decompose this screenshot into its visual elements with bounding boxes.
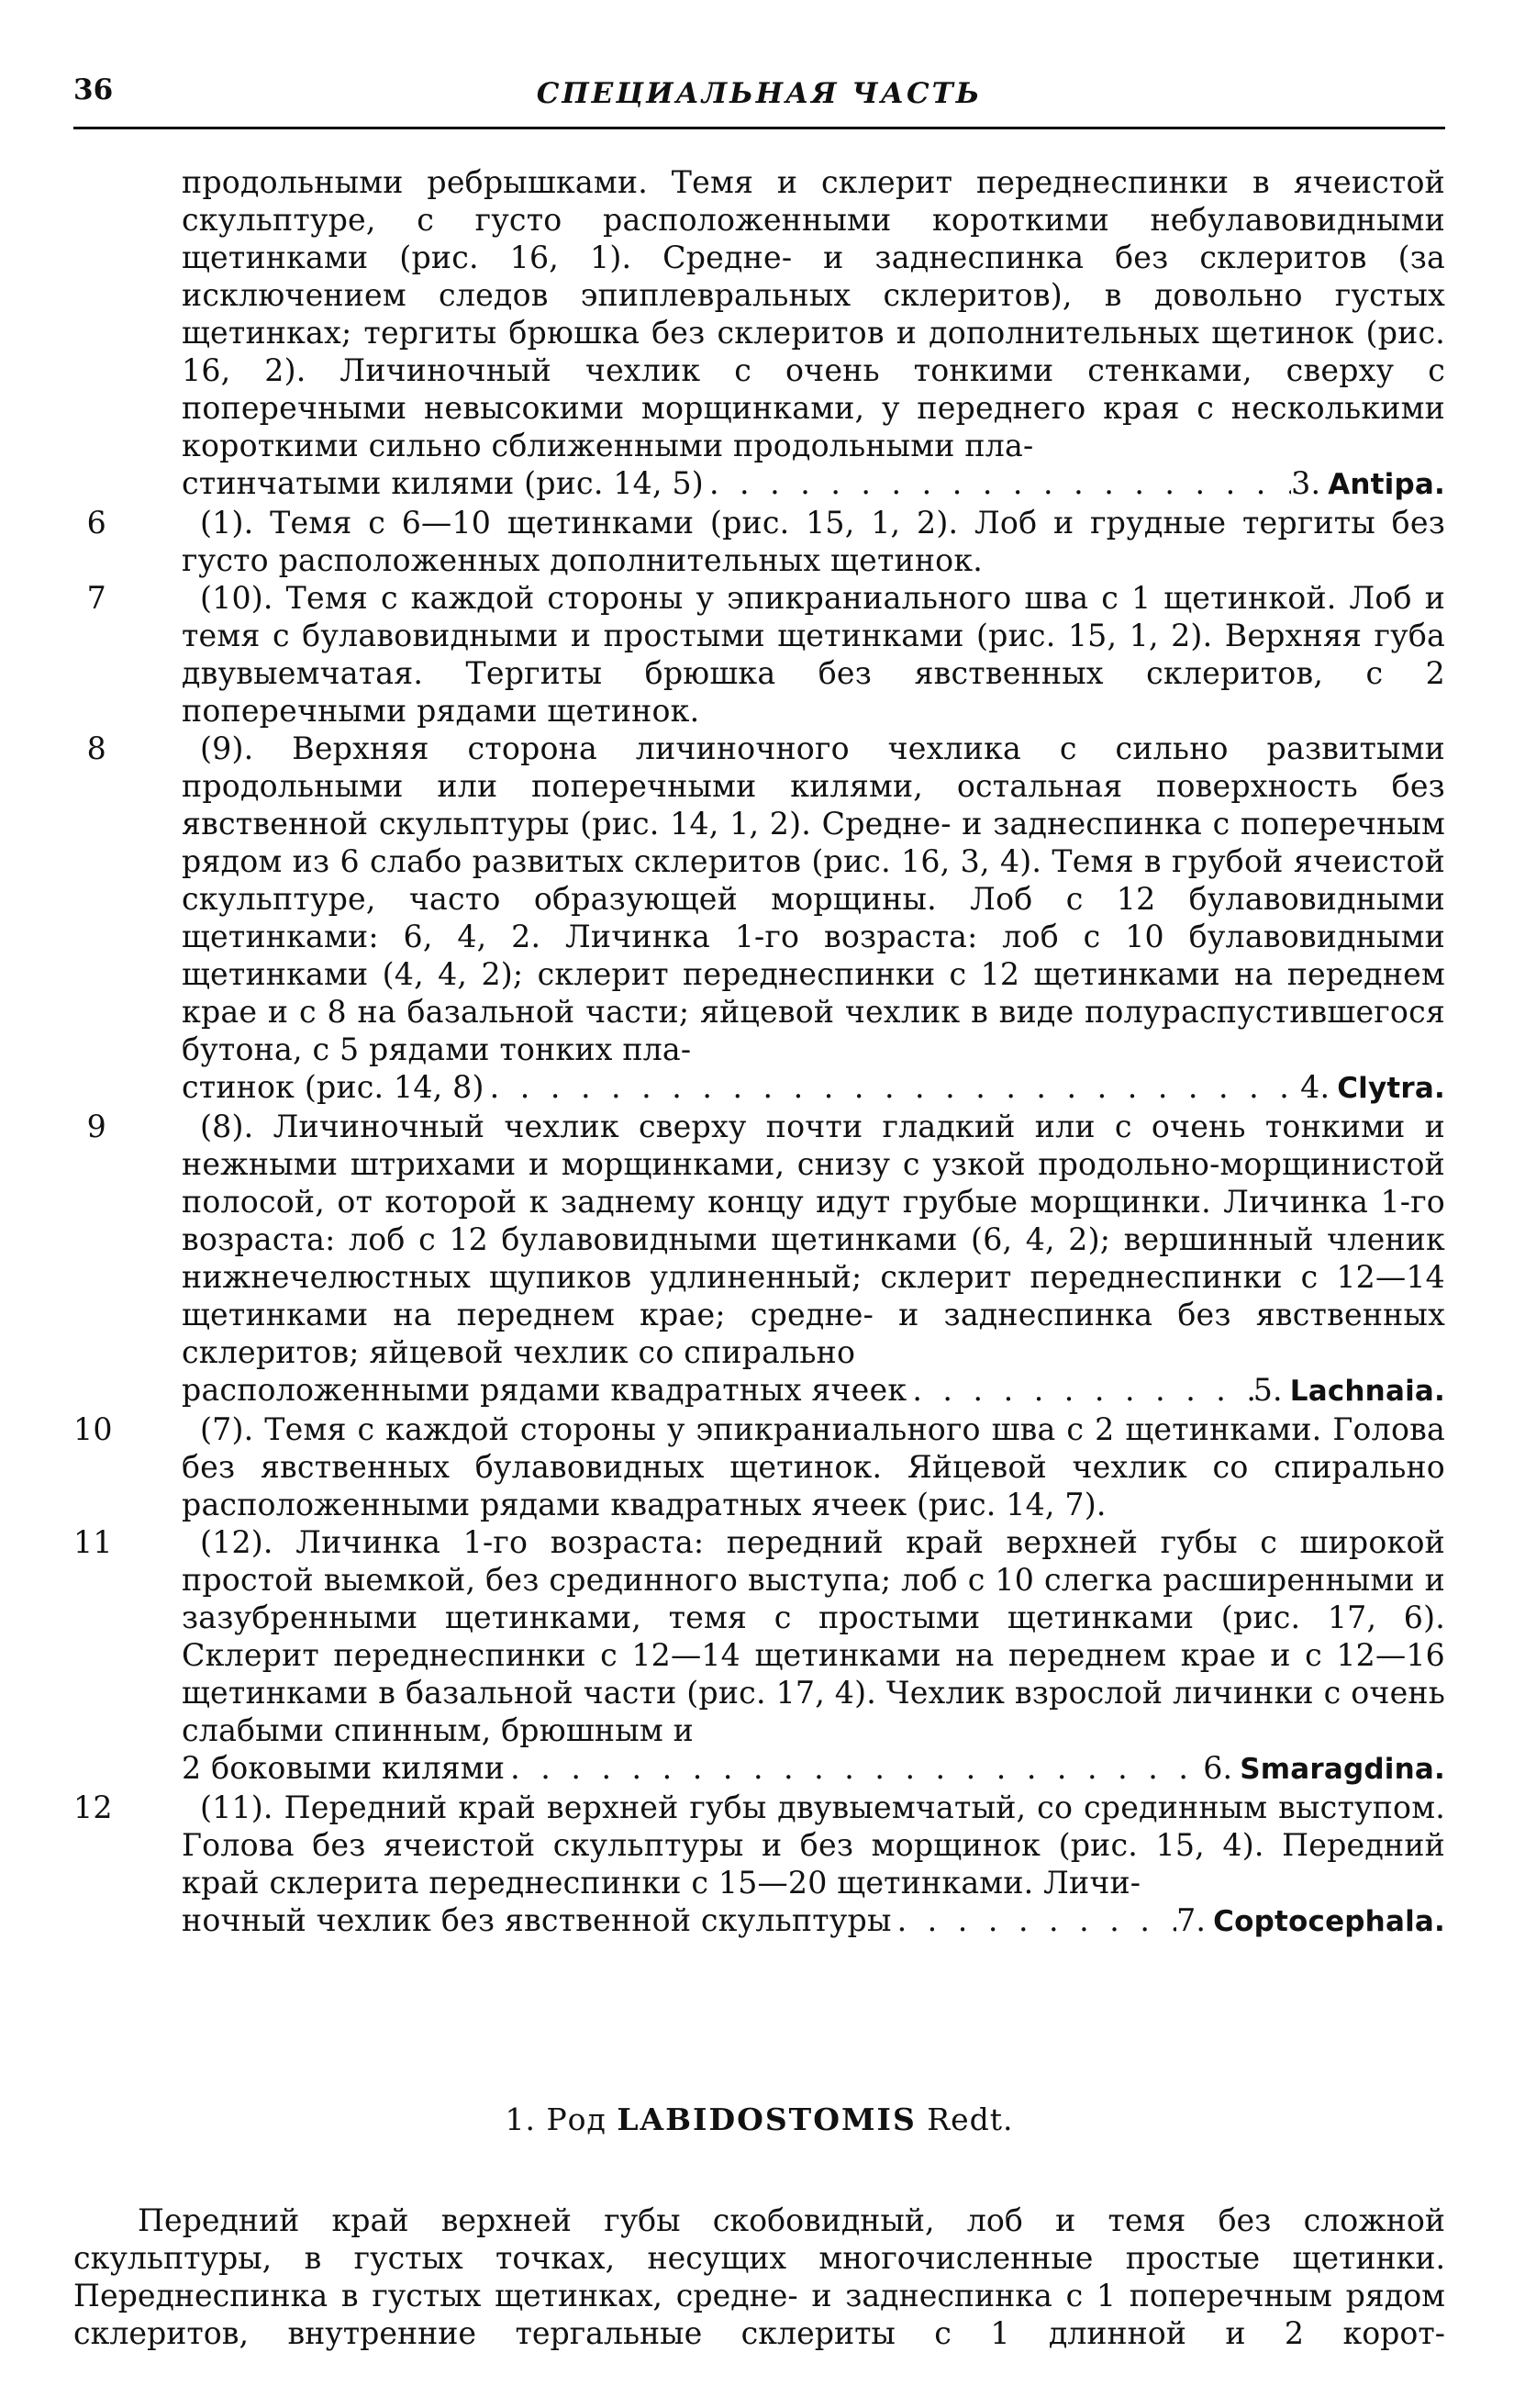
genus-name: Antipa. [1328,468,1445,501]
entry-result-line [182,1901,1445,1941]
entry-last-line: ночный чехлик без явственной скульптуры [182,1902,892,1938]
entry-result-line [182,1749,1445,1789]
entry-text: Личиночный чехлик сверху почти гладкий или с очень тонкими и нежными штрихами и морщинками, снизу с узкой продольно-морщинистой полосой, от которой к заднему концу идут грубые морщинки. Личинка 1-го возраста: лоб с 12 булавовидными щетинками (6, 4, 2); вершинный членик нижнечелюстных щупиков удлиненный; склерит переднеспинки с 12—14 щетинками на переднем крае; средне- и заднеспинка без явственных склеритов; яйцевой чехлик со спирально [182,1109,1445,1370]
dot-leader [892,1901,1177,1939]
entry-number: 7 [86,580,106,616]
page-number: 36 [73,73,114,106]
entry-text: Передний край верхней губы двувыемчатый, со срединным выступом. Голова без ячеистой скульптуры и без морщинок (рис. 15, 4). Передний край склерита переднеспинки с 15—20 щетинками. Личи- [182,1789,1446,1901]
genus-name: Clytra. [1337,1072,1445,1105]
entry-reference: (11). [200,1789,273,1825]
entry-number: 12 [73,1789,113,1825]
section-genus: LABIDOSTOMIS [617,2101,917,2137]
genus-number: 3. [1291,465,1321,501]
dot-leader [704,464,1291,502]
entry-reference: (8). [200,1109,254,1144]
entry-result-line [182,1371,1445,1410]
dot-leader [484,1068,1300,1106]
running-head: СПЕЦИАЛЬНАЯ ЧАСТЬ [536,77,983,110]
key-entry-9 [73,1108,1445,1410]
entry-text: продольными ребрышками. Темя и склерит переднеспинки в ячеистой скульптуре, с густо расположенными короткими небулавовидными щетинками (рис. 16, 1). Средне- и заднеспинка без склеритов (за исключением следов эпиплевральных склеритов), в довольно густых щетинках; тергиты брюшка без склеритов и дополнительных щетинок (рис. 16, 2). Личиночный чехлик с очень тонкими стенками, сверху с поперечными невысокими морщинками, у переднего края с несколькими короткими сильно сближенными продольными пла- [182,164,1445,463]
entry-text: Верхняя сторона личиночного чехлика с сильно развитыми продольными или поперечными килями, остальная поверхность без явственной скульптуры (рис. 14, 1, 2). Средне- и заднеспинка с поперечным рядом из 6 слабо развитых склеритов (рис. 16, 3, 4). Темя в грубой ячеистой скульптуре, часто образующей морщины. Лоб с 12 булавовидными щетинками: 6, 4, 2. Личинка 1-го возраста: лоб с 10 булавовидными щетинками (4, 4, 2); склерит переднеспинки с 12 щетинками на переднем крае и с 8 на базальной части; яйцевой чехлик в виде полураспустившегося бутона, с 5 рядами тонких пла- [182,730,1445,1067]
entry-result-line [182,464,1445,504]
entry-text: Темя с каждой стороны у эпикраниального шва с 2 щетинками. Голова без явственных булавовидных щетинок. Яйцевой чехлик со спирально расположенными рядами квадратных ячеек (рис. 14, 7). [182,1411,1446,1522]
entry-reference: (1). [200,505,254,541]
section-intro-paragraph: Передний край верхней губы скобовидный, лоб и темя без сложной скульптуры, в густых точках, несущих многочисленные простые щетинки. Переднеспинка в густых щетинках, средне- и заднеспинка с 1 поперечным рядом склеритов, внутренние тергальные склериты с 1 длинной и 2 корот- [73,2202,1445,2352]
entry-number: 6 [86,505,106,541]
genus-name: Coptocephala. [1213,1905,1445,1938]
dot-leader [907,1371,1252,1409]
entry-last-line: 2 боковыми килями [182,1750,506,1786]
entry-number: 9 [86,1109,106,1144]
entry-text: Личинка 1-го возраста: передний край верхней губы с широкой простой выемкой, без срединного выступа; лоб с 10 слегка расширенными и зазубренными щетинками, темя с простыми щетинками (рис. 17, 6). Склерит переднеспинки с 12—14 щетинками на переднем крае и с 12—16 щетинками в базальной части (рис. 17, 4). Чехлик взрослой личинки с очень слабыми спинным, брюшным и [182,1524,1445,1748]
genus-number: 5. [1252,1372,1283,1408]
entry-number: 8 [86,730,106,766]
dot-leader [505,1749,1203,1787]
entry-number: 11 [73,1524,113,1560]
entry-result-line [182,1068,1445,1108]
page-header [73,73,1445,129]
key-entry-11 [73,1523,1445,1789]
genus-name: Smaragdina. [1240,1753,1445,1786]
key-text [73,163,1445,1941]
section-rank: Род [546,2101,607,2137]
entry-last-line: расположенными рядами квадратных ячеек [182,1372,907,1408]
key-entry-6 [73,504,1445,579]
section-heading [73,2101,1445,2137]
genus-number: 7. [1176,1902,1207,1938]
entry-text: Темя с 6—10 щетинками (рис. 15, 1, 2). Лоб и грудные тергиты без густо расположенных дополнительных щетинок. [182,505,1445,578]
entry-text: Темя с каждой стороны у эпикраниального шва с 1 щетинкой. Лоб и темя с булавовидными и простыми щетинками (рис. 15, 1, 2). Верхняя губа двувыемчатая. Тергиты брюшка без явственных склеритов, с 2 поперечными рядами щетинок. [182,580,1446,729]
entry-reference: (9). [200,730,254,766]
entry-last-line: стинчатыми килями (рис. 14, 5) [182,465,704,501]
key-entry-10 [73,1410,1445,1523]
section-number: 1. [505,2101,536,2137]
genus-number: 4. [1300,1069,1330,1105]
section-author: Redt. [927,2101,1014,2137]
entry-number: 10 [73,1411,113,1447]
entry-last-line: стинок (рис. 14, 8) [182,1069,484,1105]
key-entry-8 [73,730,1445,1108]
key-entry-12 [73,1789,1445,1941]
entry-reference: (10). [200,580,273,616]
entry-reference: (7). [200,1411,254,1447]
genus-number: 6. [1203,1750,1233,1786]
entry-reference: (12). [200,1524,273,1560]
key-entry-7 [73,579,1445,730]
genus-name: Lachnaia. [1289,1375,1445,1408]
antipa-entry-continuation [182,163,1445,504]
